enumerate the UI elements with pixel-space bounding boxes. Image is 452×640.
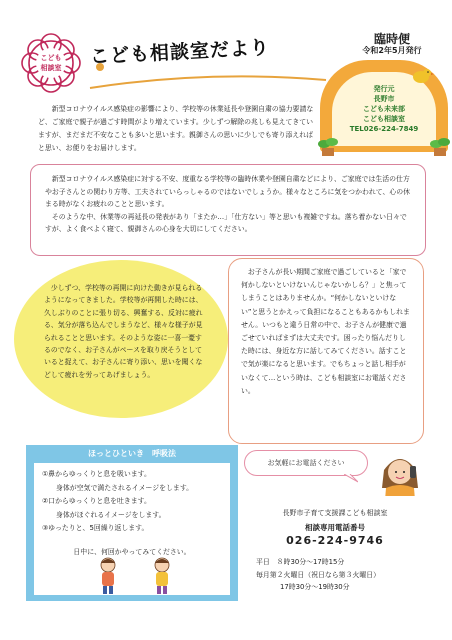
breathing-step: 身体が空気で満たされるイメージをします。 <box>56 483 194 492</box>
title-underline <box>88 74 328 94</box>
logo <box>20 32 82 94</box>
publisher-line: こども相談室 <box>363 115 405 123</box>
hours-line: 平日 ８時30分〜17時15分 <box>256 558 345 566</box>
publisher-line: 発行元 <box>373 85 395 93</box>
issue-type: 臨時便 <box>373 32 410 46</box>
bird-icon <box>410 66 434 84</box>
issue-date: 令和2年5月発行 <box>362 46 422 55</box>
hours-line: 17時30分〜19時30分 <box>280 583 350 592</box>
kids-illustration-icon <box>86 555 186 595</box>
contact-hours <box>256 556 426 594</box>
contact-phone-number[interactable]: 026-224-9746 <box>286 534 384 547</box>
plant-left-icon <box>316 134 340 156</box>
breathing-title: ほっとひといき 呼吸法 <box>88 449 176 458</box>
pink-paragraph-1: 新型コロナウイルス感染症に対する不安、度重なる学校等の臨時休業や登園自粛などにより、ご家庭では生活の仕方やお子さんとの関わり方等、工夫されていらっしゃるのではないでしょうか。様々なところに気をつかわれて、心の休まる時がなくお疲れのことと思います。 <box>45 175 411 209</box>
publisher-line: 長野市 <box>373 95 395 103</box>
plant-right-icon <box>428 134 452 156</box>
contact-organization: 長野市子育て支援課こども相談室 <box>282 509 388 517</box>
pink-paragraph-2: そのような中、休業等の再延長の発表があり「またか…」「仕方ない」等と思いも複雑ですね。落ち着かない日々ですが、よく食べよく寝て、親御さんの心身を大切にしてください。 <box>45 212 407 234</box>
message-box-peach <box>228 258 424 444</box>
logo-line1: こども <box>40 54 62 62</box>
breathing-step: ③ゆったりと、5回繰り返します。 <box>42 524 149 533</box>
contact-phone-label: 相談専用電話番号 <box>305 523 365 532</box>
peach-paragraph: お子さんが長い期間ご家庭で過ごしていると「家で何かしないといけないんじゃないかしら？」と焦ってしまうことはありませんか。“何かしないといけない”と思うとかえって負担になることもあるかもしれません。いつもと違う日常の中で、お子さんが健康で過ごせていればまずは大丈夫です。困ったり悩んだりした時には、身近な方に話してみてください。話すことで気が楽になると思います。でもちょっと話し相手がいなくて…という時は、こども相談室にお電話ください。 <box>241 268 410 395</box>
breathing-step: ①鼻からゆっくりと息を吸います。 <box>42 470 151 478</box>
publisher-line: こども未来部 <box>363 105 405 113</box>
hours-line: 毎月第２火曜日（祝日なら第３火曜日） <box>256 570 381 579</box>
callout-tail <box>344 474 358 484</box>
breathing-note: 日中に、何回かやってみてください。 <box>73 548 191 556</box>
publisher-phone: TEL026-224-7849 <box>349 125 419 133</box>
page-title: こども相談室だより <box>89 36 271 68</box>
yellow-paragraph: 少しずつ、学校等の再開に向けた動きが見られるようになってきました。学校等が再開した時には、久しぶりのことに張り切る、興奮する、反対に疲れる、気分が落ち込んでしまうなど、様々な様子が見られることと思います。そのような姿に一喜一憂するのでなく、お子さんがペースを取り戻そうとしていると捉えて、お子さんに寄り添い、思いを聞くなどして疲れを労ってあげましょう。 <box>44 284 203 379</box>
logo-line2: 相談室 <box>40 64 62 72</box>
message-box-pink <box>30 164 426 256</box>
flower-logo-icon <box>20 32 82 94</box>
publisher-info <box>336 84 432 134</box>
breathing-steps <box>42 468 228 536</box>
intro-paragraph: 新型コロナウイルス感染症の影響により、学校等の休業延長や登園自粛の協力要請など、ご家庭で親子が過ごす時間がより増えています。少しずつ解除の兆しも見えてきていますが、まだまだ不安なことも多いと思います。親御さんの思いに少しでも寄り添えればと思い、お便りをお届けします。 <box>38 105 314 152</box>
breathing-step: ②口からゆっくりと息を吐きます。 <box>42 497 151 506</box>
callout-bubble: お気軽にお電話ください <box>244 450 368 476</box>
breathing-step: 身体がほぐれるイメージをします。 <box>56 510 166 519</box>
